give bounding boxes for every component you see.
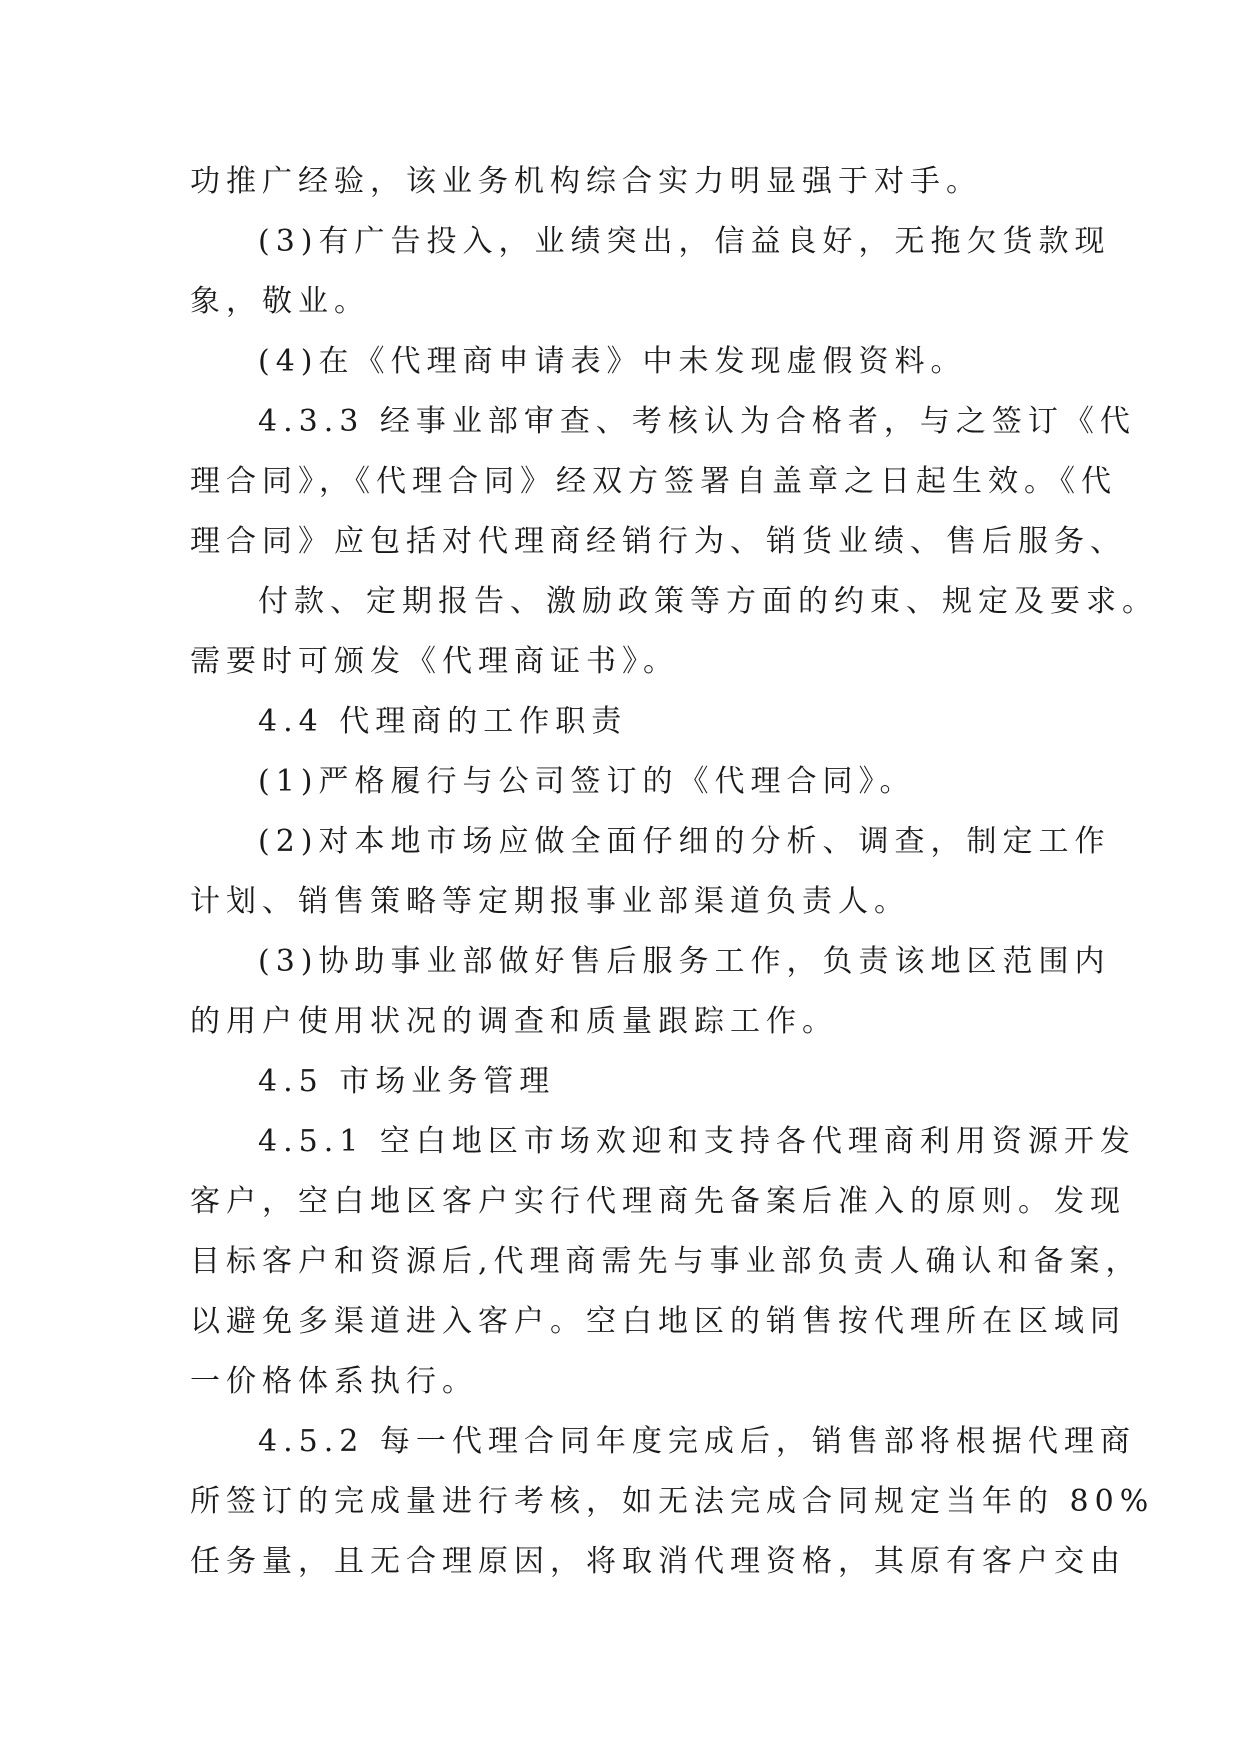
text-line: 目标客户和资源后,代理商需先与事业部负责人确认和备案，	[190, 1244, 1142, 1279]
text-line: 4.5.2 每一代理合同年度完成后，销售部将根据代理商	[258, 1424, 1136, 1459]
text-line: 的用户使用状况的调查和质量跟踪工作。	[190, 1004, 838, 1039]
text-line: 象，敬业。	[190, 284, 370, 319]
text-line: (3)有广告投入，业绩突出，信益良好，无拖欠货款现	[258, 224, 1111, 259]
text-line: 所签订的完成量进行考核，如无法完成合同规定当年的 80%	[190, 1484, 1155, 1519]
text-line: 以避免多渠道进入客户。空白地区的销售按代理所在区域同	[190, 1304, 1126, 1339]
text-line: 任务量，且无合理原因，将取消代理资格，其原有客户交由	[190, 1544, 1126, 1579]
text-line: 理合同》，《代理合同》经双方签署自盖章之日起生效。《代	[190, 464, 1117, 499]
text-line: 4.5.1 空白地区市场欢迎和支持各代理商利用资源开发	[258, 1124, 1136, 1159]
text-line: (4)在《代理商申请表》中未发现虚假资料。	[258, 344, 967, 379]
text-line: 需要时可颁发《代理商证书》。	[190, 644, 679, 679]
text-line: 付款、定期报告、激励政策等方面的约束、规定及要求。	[258, 584, 1158, 619]
text-line: 理合同》应包括对代理商经销行为、销货业绩、售后服务、	[190, 524, 1126, 559]
text-line: 4.3.3 经事业部审查、考核认为合格者，与之签订《代	[258, 404, 1136, 439]
text-line: 计划、销售策略等定期报事业部渠道负责人。	[190, 884, 910, 919]
section-heading: 4.4 代理商的工作职责	[258, 704, 628, 739]
section-heading: 4.5 市场业务管理	[258, 1064, 556, 1099]
text-line: 功推广经验，该业务机构综合实力明显强于对手。	[190, 164, 982, 199]
text-line: (3)协助事业部做好售后服务工作，负责该地区范围内	[258, 944, 1111, 979]
text-line: (1)严格履行与公司签订的《代理合同》。	[258, 764, 916, 799]
text-line: 客户，空白地区客户实行代理商先备案后准入的原则。发现	[190, 1184, 1126, 1219]
text-line: 一价格体系执行。	[190, 1364, 478, 1399]
text-line: (2)对本地市场应做全面仔细的分析、调查，制定工作	[258, 824, 1111, 859]
